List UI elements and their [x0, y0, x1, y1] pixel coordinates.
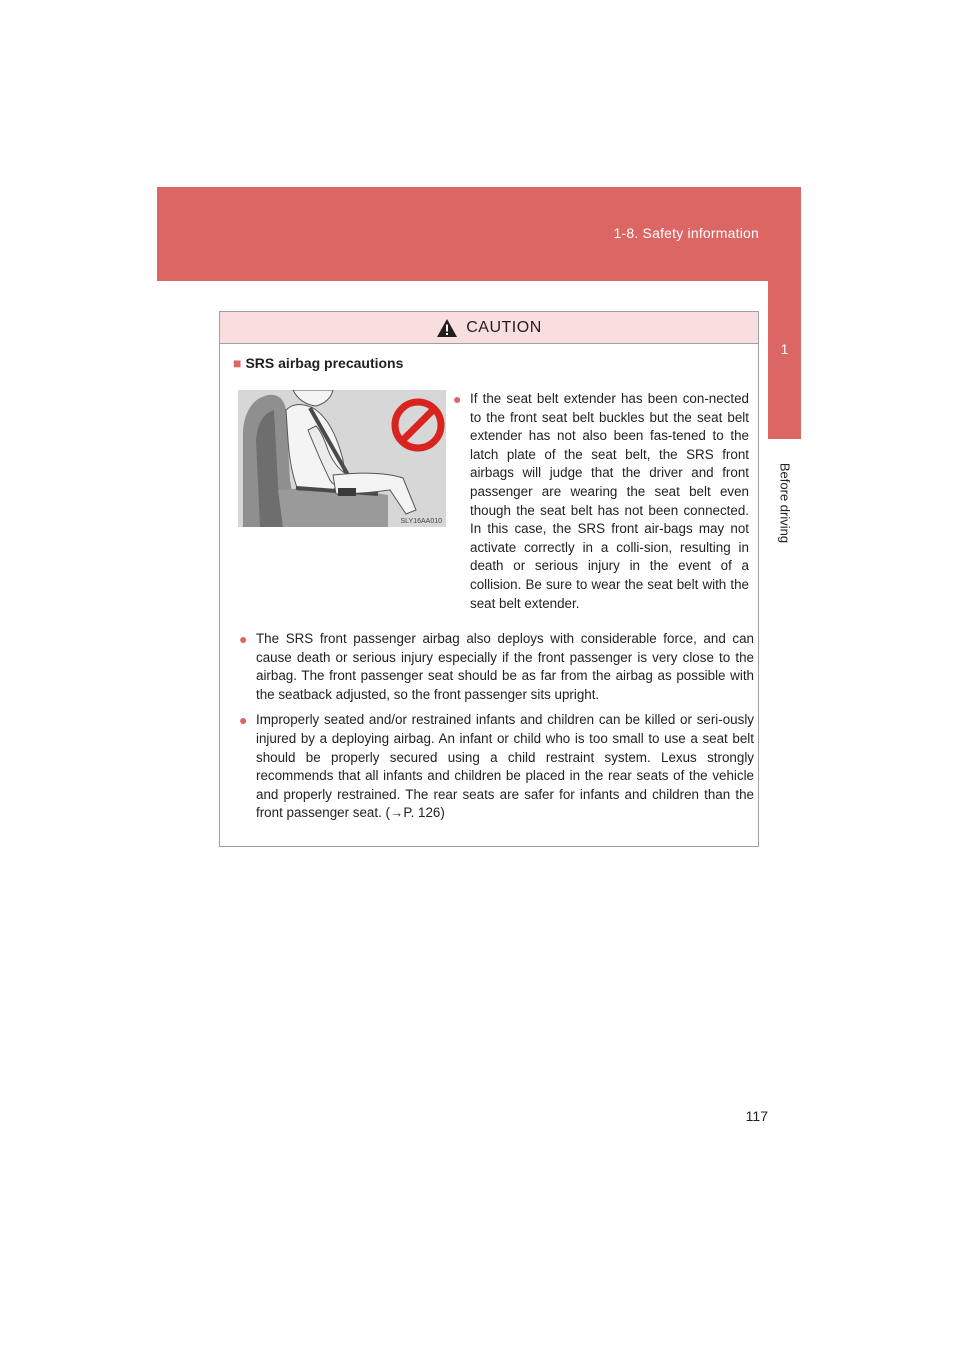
caution-header — [220, 312, 758, 344]
section-title-text: SRS airbag precautions — [245, 355, 404, 371]
bullet-icon: ● — [239, 712, 248, 729]
list-item-text: If the seat belt extender has been con-nected to the front seat belt buckles but the seat belt extender has not also been fas-tened to the latch plate of the seat belt, the SRS front airbags will judge that the driver and front passenger are wearing the seat belt even though the seat belt has not been connected. In this case, the SRS front air-bags may not activate correctly in a colli-sion, resulting in death or serious injury in the event of a collision. Be sure to wear the seat belt with the seat belt extender. — [470, 391, 749, 611]
section-title — [233, 355, 403, 371]
chapter-tab — [768, 281, 801, 439]
chapter-label — [770, 448, 800, 558]
caution-box — [219, 311, 759, 847]
bullet-icon: ● — [239, 631, 248, 647]
chapter-label-text: Before driving — [777, 462, 793, 544]
caution-list — [239, 630, 754, 830]
list-item — [453, 390, 749, 613]
list-item — [239, 630, 754, 704]
chapter-number: 1 — [780, 341, 789, 357]
square-bullet-icon: ■ — [233, 355, 242, 371]
seat-belt-extender-illustration — [238, 390, 446, 527]
caution-title: CAUTION — [466, 318, 542, 336]
warning-triangle-icon — [436, 318, 458, 338]
list-item-text: Improperly seated and/or restrained infants and children can be killed or seri-ously injured by a deploying airbag. An infant or child who is too small to use a seat belt should be properly secured using a child restraint system. Lexus strongly recommends that all infants and children be placed in the rear seats of the vehicle and properly restrained. The rear seats are safer for infants and children than the front passenger seat. (→P. 126) — [256, 712, 754, 821]
list-item — [239, 711, 754, 823]
caution-item-1 — [453, 390, 749, 613]
bullet-icon: ● — [453, 391, 462, 407]
section-heading: 1-8. Safety information — [613, 225, 759, 241]
chapter-header-band — [157, 187, 801, 281]
illustration-code: SLY16AA010 — [400, 518, 442, 525]
page-number: 117 — [745, 1108, 768, 1124]
list-item-text: The SRS front passenger airbag also deploys with considerable force, and can cause death or serious injury especially if the front passenger is very close to the airbag. The front passenger seat should be as far from the airbag as possible with the seatback adjusted, so the front passenger sits upright. — [256, 631, 754, 702]
